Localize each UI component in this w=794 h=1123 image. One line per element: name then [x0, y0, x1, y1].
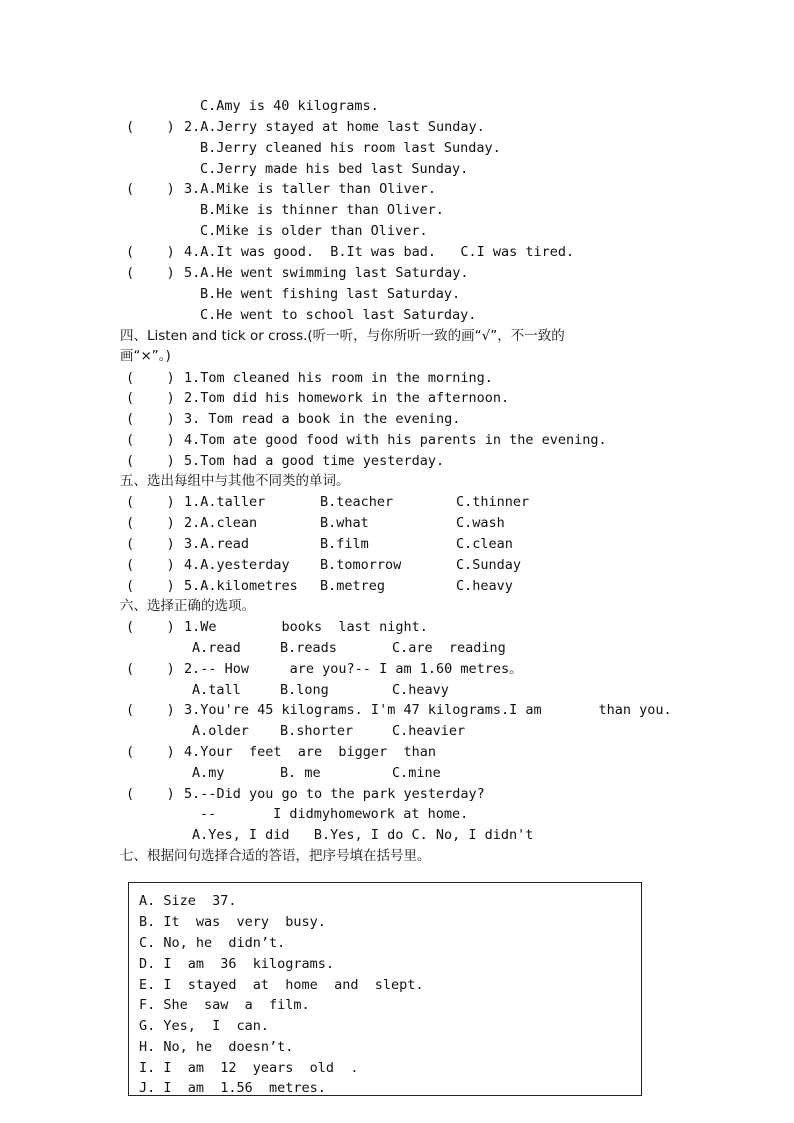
- s3-q2-option-a: 2.A.Jerry stayed at home last Sunday.: [184, 119, 485, 135]
- s6-q1-stem: 1.We books last night.: [184, 619, 428, 635]
- s5-q1-option-b: B.teacher: [320, 494, 394, 510]
- s4-q1-text: 1.Tom cleaned his room in the morning.: [184, 370, 493, 386]
- s3-q5-option-b: B.He went fishing last Saturday.: [200, 286, 461, 302]
- s5-q5-option-b: B.metreg: [320, 578, 386, 594]
- answer-option-d: D. I am 36 kilograms.: [139, 956, 335, 972]
- s6-q4-option-c: C.mine: [392, 765, 441, 781]
- s6-q1-option-c: C.are reading: [392, 640, 506, 656]
- s6-q2-option-b: B.long: [280, 682, 329, 698]
- s6-q4-option-b: B. me: [280, 765, 321, 781]
- answer-option-i: I. I am 12 years old .: [139, 1060, 359, 1076]
- s5-q3-option-c: C.clean: [456, 536, 513, 552]
- s4-q2-text: 2.Tom did his homework in the afternoon.: [184, 390, 510, 406]
- s3-q1-option-c: C.Amy is 40 kilograms.: [200, 98, 379, 114]
- s3-q5-option-a: 5.A.He went swimming last Saturday.: [184, 265, 469, 281]
- s3-q3-option-a: 3.A.Mike is taller than Oliver.: [184, 181, 436, 197]
- s5-q5-option-a: 5.A.kilometres: [184, 578, 298, 594]
- s5-q4-answer-blank[interactable]: ( ): [126, 557, 175, 573]
- s6-q4-answer-blank[interactable]: ( ): [126, 744, 175, 760]
- s5-q3-answer-blank[interactable]: ( ): [126, 536, 175, 552]
- s3-q3-option-b: B.Mike is thinner than Oliver.: [200, 202, 444, 218]
- s5-title: 五、选出每组中与其他不同类的单词。: [120, 473, 350, 489]
- s4-q4-text: 4.Tom ate good food with his parents in the evening.: [184, 432, 607, 448]
- s6-q2-option-a: A.tall: [192, 682, 241, 698]
- answer-option-a: A. Size 37.: [139, 893, 237, 909]
- s6-q3-stem: 3.You're 45 kilograms. I'm 47 kilograms.I am than you.: [184, 702, 672, 718]
- s5-q2-option-a: 2.A.clean: [184, 515, 258, 531]
- s6-q1-option-a: A.read: [192, 640, 241, 656]
- s6-q3-option-a: A.older: [192, 723, 249, 739]
- s6-q2-stem: 2.-- How are you?-- I am 1.60 metres。: [184, 661, 523, 677]
- s4-q5-text: 5.Tom had a good time yesterday.: [184, 453, 445, 469]
- s5-q2-option-b: B.what: [320, 515, 369, 531]
- s6-q5-stem-reply: -- I didmyhomework at home.: [200, 806, 469, 822]
- s5-q1-option-c: C.thinner: [456, 494, 530, 510]
- s6-q1-answer-blank[interactable]: ( ): [126, 619, 175, 635]
- s3-q2-option-b: B.Jerry cleaned his room last Sunday.: [200, 140, 501, 156]
- s3-q4-options: 4.A.It was good. B.It was bad. C.I was tired.: [184, 244, 575, 260]
- s6-q2-answer-blank[interactable]: ( ): [126, 661, 175, 677]
- s6-q3-answer-blank[interactable]: ( ): [126, 702, 175, 718]
- s6-q2-option-c: C.heavy: [392, 682, 449, 698]
- s4-q5-answer-blank[interactable]: ( ): [126, 453, 175, 469]
- answer-option-c: C. No, he didn’t.: [139, 935, 286, 951]
- s6-q1-option-b: B.reads: [280, 640, 337, 656]
- s6-q4-stem: 4.Your feet are bigger than: [184, 744, 436, 760]
- s6-title: 六、选择正确的选项。: [120, 598, 255, 614]
- s3-q2-answer-blank[interactable]: ( ): [126, 119, 175, 135]
- s6-q3-option-b: B.shorter: [280, 723, 354, 739]
- answer-option-b: B. It was very busy.: [139, 914, 326, 930]
- s4-title-line2: 画“×”。): [120, 348, 171, 364]
- s5-q5-option-c: C.heavy: [456, 578, 513, 594]
- s3-q5-answer-blank[interactable]: ( ): [126, 265, 175, 281]
- s5-q3-option-a: 3.A.read: [184, 536, 250, 552]
- s3-q5-option-c: C.He went to school last Saturday.: [200, 307, 477, 323]
- s3-q3-option-c: C.Mike is older than Oliver.: [200, 223, 428, 239]
- s4-q2-answer-blank[interactable]: ( ): [126, 390, 175, 406]
- s5-q4-option-b: B.tomorrow: [320, 557, 402, 573]
- s5-q2-answer-blank[interactable]: ( ): [126, 515, 175, 531]
- s5-q5-answer-blank[interactable]: ( ): [126, 578, 175, 594]
- s4-q3-answer-blank[interactable]: ( ): [126, 411, 175, 427]
- answer-option-f: F. She saw a film.: [139, 997, 310, 1013]
- s6-q3-option-c: C.heavier: [392, 723, 466, 739]
- answer-option-e: E. I stayed at home and slept.: [139, 977, 424, 993]
- s6-q4-option-a: A.my: [192, 765, 225, 781]
- s5-q1-option-a: 1.A.taller: [184, 494, 266, 510]
- answer-option-h: H. No, he doesn’t.: [139, 1039, 294, 1055]
- s3-q3-answer-blank[interactable]: ( ): [126, 181, 175, 197]
- s3-q2-option-c: C.Jerry made his bed last Sunday.: [200, 161, 469, 177]
- s6-q5-options: A.Yes, I did B.Yes, I do C. No, I didn't: [192, 827, 534, 843]
- s5-q4-option-c: C.Sunday: [456, 557, 522, 573]
- s5-q2-option-c: C.wash: [456, 515, 505, 531]
- s5-q3-option-b: B.film: [320, 536, 369, 552]
- s3-q4-answer-blank[interactable]: ( ): [126, 244, 175, 260]
- s4-title-line1: 四、Listen and tick or cross.(听一听，与你所听一致的画“√”，不一致的: [120, 328, 565, 344]
- answer-option-g: G. Yes, I can.: [139, 1018, 270, 1034]
- s4-q4-answer-blank[interactable]: ( ): [126, 432, 175, 448]
- answer-option-j: J. I am 1.56 metres.: [139, 1080, 326, 1096]
- s5-q1-answer-blank[interactable]: ( ): [126, 494, 175, 510]
- answer-options-box: [128, 882, 642, 1096]
- s5-q4-option-a: 4.A.yesterday: [184, 557, 290, 573]
- s7-title: 七、根据问句选择合适的答语，把序号填在括号里。: [120, 848, 431, 864]
- s6-q5-stem: 5.--Did you go to the park yesterday?: [184, 786, 485, 802]
- s6-q5-answer-blank[interactable]: ( ): [126, 786, 175, 802]
- s4-q3-text: 3. Tom read a book in the evening.: [184, 411, 461, 427]
- s4-q1-answer-blank[interactable]: ( ): [126, 370, 175, 386]
